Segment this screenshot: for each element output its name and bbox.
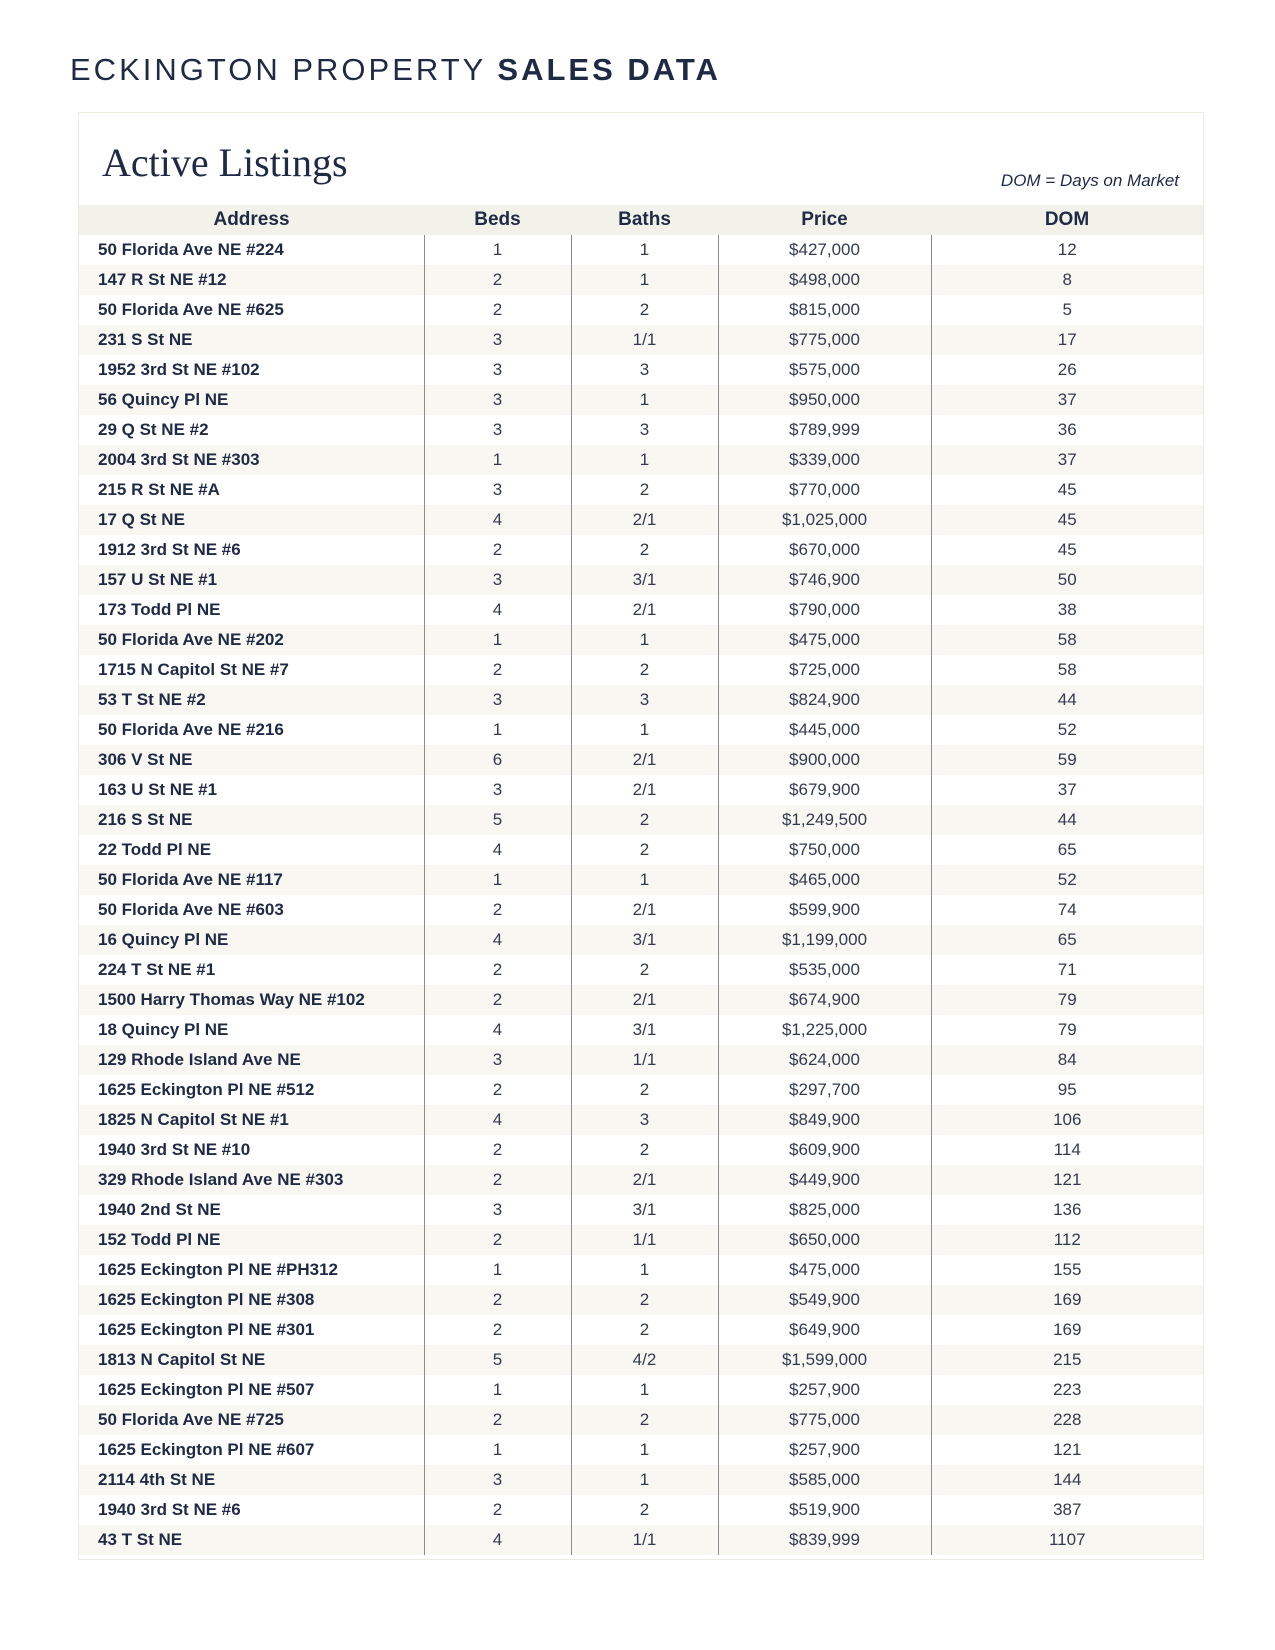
cell-beds: 4 (424, 1015, 571, 1045)
cell-beds: 2 (424, 1075, 571, 1105)
cell-address: 22 Todd Pl NE (79, 835, 424, 865)
cell-baths: 1 (571, 1465, 718, 1495)
cell-price: $650,000 (718, 1225, 931, 1255)
cell-address: 1813 N Capitol St NE (79, 1345, 424, 1375)
cell-address: 50 Florida Ave NE #725 (79, 1405, 424, 1435)
cell-price: $498,000 (718, 265, 931, 295)
table-row (79, 535, 1203, 565)
cell-price: $770,000 (718, 475, 931, 505)
cell-beds: 2 (424, 1135, 571, 1165)
column-header-address: Address (79, 205, 424, 235)
cell-baths: 3/1 (571, 1015, 718, 1045)
cell-dom: 121 (931, 1165, 1203, 1195)
cell-beds: 2 (424, 1285, 571, 1315)
cell-address: 231 S St NE (79, 325, 424, 355)
cell-address: 216 S St NE (79, 805, 424, 835)
table-row (79, 505, 1203, 535)
table-row (79, 595, 1203, 625)
cell-address: 1625 Eckington Pl NE #607 (79, 1435, 424, 1465)
cell-beds: 3 (424, 1045, 571, 1075)
cell-price: $1,199,000 (718, 925, 931, 955)
cell-beds: 2 (424, 1405, 571, 1435)
cell-price: $1,225,000 (718, 1015, 931, 1045)
cell-price: $950,000 (718, 385, 931, 415)
table-row (79, 955, 1203, 985)
cell-beds: 1 (424, 1435, 571, 1465)
cell-baths: 2 (571, 955, 718, 985)
cell-price: $445,000 (718, 715, 931, 745)
page-title (70, 52, 721, 88)
table-row (79, 1345, 1203, 1375)
table-row (79, 475, 1203, 505)
cell-price: $679,900 (718, 775, 931, 805)
cell-baths: 2 (571, 655, 718, 685)
cell-address: 224 T St NE #1 (79, 955, 424, 985)
cell-beds: 5 (424, 1345, 571, 1375)
cell-beds: 1 (424, 1375, 571, 1405)
cell-address: 1625 Eckington Pl NE #507 (79, 1375, 424, 1405)
cell-address: 152 Todd Pl NE (79, 1225, 424, 1255)
table-row (79, 925, 1203, 955)
cell-dom: 26 (1057, 360, 1077, 379)
table-row (79, 1495, 1203, 1525)
page-title-bold: SALES DATA (497, 52, 721, 87)
cell-baths: 3/1 (571, 925, 718, 955)
cell-dom: 106 (931, 1105, 1203, 1135)
cell-dom: 74 (1057, 900, 1077, 919)
table-row (79, 1165, 1203, 1195)
cell-dom: 169 (1053, 1320, 1082, 1339)
cell-beds: 1 (424, 235, 571, 265)
table-row (79, 745, 1203, 775)
table-row (79, 1075, 1203, 1105)
cell-address: 1952 3rd St NE #102 (79, 355, 424, 385)
cell-dom: 58 (1057, 660, 1077, 679)
cell-baths: 2 (571, 1135, 718, 1165)
cell-baths: 2/1 (571, 985, 718, 1015)
cell-price: $549,900 (718, 1285, 931, 1315)
cell-beds: 3 (424, 1465, 571, 1495)
cell-beds: 2 (424, 1495, 571, 1525)
cell-baths: 2 (571, 535, 718, 565)
table-row (79, 1405, 1203, 1435)
cell-dom: 79 (1057, 1020, 1077, 1039)
cell-dom: 8 (931, 265, 1203, 295)
cell-baths: 1 (571, 235, 718, 265)
cell-baths: 2/1 (571, 745, 718, 775)
cell-price: $775,000 (718, 1405, 931, 1435)
cell-beds: 3 (424, 355, 571, 385)
table-row (79, 385, 1203, 415)
table-row (79, 685, 1203, 715)
cell-price: $839,999 (718, 1525, 931, 1555)
table-row (79, 1195, 1203, 1225)
cell-price: $257,900 (718, 1375, 931, 1405)
cell-address: 2004 3rd St NE #303 (79, 445, 424, 475)
cell-baths: 1 (571, 715, 718, 745)
table-row (79, 1435, 1203, 1465)
cell-baths: 1 (571, 1255, 718, 1285)
cell-dom: 223 (1053, 1380, 1082, 1399)
cell-baths: 1 (571, 445, 718, 475)
cell-price: $746,900 (718, 565, 931, 595)
cell-baths: 2 (571, 805, 718, 835)
cell-baths: 2 (571, 475, 718, 505)
cell-dom: 136 (1053, 1200, 1082, 1219)
cell-address: 16 Quincy Pl NE (79, 925, 424, 955)
cell-price: $670,000 (718, 535, 931, 565)
column-header-baths: Baths (571, 205, 718, 235)
cell-baths: 2 (571, 1285, 718, 1315)
cell-dom: 228 (931, 1405, 1203, 1435)
cell-baths: 1/1 (571, 1045, 718, 1075)
cell-price: $465,000 (718, 865, 931, 895)
cell-dom: 58 (931, 625, 1203, 655)
section-title: Active Listings (102, 140, 348, 185)
cell-address: 50 Florida Ave NE #117 (79, 865, 424, 895)
cell-dom: 37 (931, 445, 1203, 475)
cell-address: 18 Quincy Pl NE (79, 1015, 424, 1045)
cell-price: $339,000 (718, 445, 931, 475)
cell-dom: 155 (1053, 1260, 1082, 1279)
cell-baths: 2/1 (571, 895, 718, 925)
table-row (79, 265, 1203, 295)
cell-address: 29 Q St NE #2 (79, 415, 424, 445)
cell-dom: 169 (931, 1285, 1203, 1315)
table-row (79, 625, 1203, 655)
cell-baths: 2 (571, 1075, 718, 1105)
cell-beds: 3 (424, 475, 571, 505)
cell-address: 50 Florida Ave NE #625 (79, 295, 424, 325)
cell-dom: 12 (1057, 240, 1077, 259)
cell-price: $649,900 (718, 1315, 931, 1345)
cell-price: $585,000 (718, 1465, 931, 1495)
cell-beds: 5 (424, 805, 571, 835)
cell-price: $449,900 (718, 1165, 931, 1195)
column-header-price: Price (718, 205, 931, 235)
cell-beds: 1 (424, 1255, 571, 1285)
cell-dom: 65 (931, 925, 1203, 955)
cell-beds: 2 (424, 535, 571, 565)
cell-price: $725,000 (718, 655, 931, 685)
cell-address: 306 V St NE (79, 745, 424, 775)
cell-baths: 1/1 (571, 325, 718, 355)
cell-baths: 2/1 (571, 595, 718, 625)
cell-price: $535,000 (718, 955, 931, 985)
table-row (79, 865, 1203, 895)
cell-address: 173 Todd Pl NE (79, 595, 424, 625)
cell-price: $789,999 (718, 415, 931, 445)
cell-address: 50 Florida Ave NE #202 (79, 625, 424, 655)
cell-address: 1715 N Capitol St NE #7 (79, 655, 424, 685)
cell-beds: 3 (424, 775, 571, 805)
cell-dom: 52 (931, 865, 1203, 895)
cell-beds: 4 (424, 925, 571, 955)
table-row (79, 355, 1203, 385)
cell-price: $1,025,000 (718, 505, 931, 535)
cell-address: 147 R St NE #12 (79, 265, 424, 295)
cell-beds: 3 (424, 415, 571, 445)
cell-beds: 2 (424, 1225, 571, 1255)
cell-baths: 1 (571, 1375, 718, 1405)
table-row (79, 835, 1203, 865)
cell-dom: 95 (1057, 1080, 1077, 1099)
cell-address: 215 R St NE #A (79, 475, 424, 505)
cell-baths: 2/1 (571, 775, 718, 805)
table-row (79, 1315, 1203, 1345)
cell-dom: 45 (931, 505, 1203, 535)
table-row (79, 1225, 1203, 1255)
cell-price: $427,000 (718, 235, 931, 265)
cell-address: 56 Quincy Pl NE (79, 385, 424, 415)
cell-price: $900,000 (718, 745, 931, 775)
cell-dom: 79 (931, 985, 1203, 1015)
table-row (79, 1015, 1203, 1045)
cell-price: $825,000 (718, 1195, 931, 1225)
cell-baths: 1 (571, 625, 718, 655)
cell-beds: 6 (424, 745, 571, 775)
cell-baths: 2/1 (571, 505, 718, 535)
table-row (79, 1525, 1203, 1555)
cell-baths: 3/1 (571, 565, 718, 595)
listings-card (78, 112, 1204, 1560)
table-row (79, 325, 1203, 355)
cell-baths: 2/1 (571, 1165, 718, 1195)
cell-address: 17 Q St NE (79, 505, 424, 535)
cell-beds: 1 (424, 445, 571, 475)
cell-beds: 2 (424, 1165, 571, 1195)
table-row (79, 985, 1203, 1015)
cell-beds: 4 (424, 595, 571, 625)
cell-address: 2114 4th St NE (79, 1465, 424, 1495)
cell-address: 157 U St NE #1 (79, 565, 424, 595)
cell-address: 53 T St NE #2 (79, 685, 424, 715)
cell-price: $824,900 (718, 685, 931, 715)
cell-price: $1,599,000 (718, 1345, 931, 1375)
cell-address: 1625 Eckington Pl NE #301 (79, 1315, 424, 1345)
cell-baths: 2 (571, 1315, 718, 1345)
table-row (79, 1375, 1203, 1405)
cell-address: 1500 Harry Thomas Way NE #102 (79, 985, 424, 1015)
cell-address: 1825 N Capitol St NE #1 (79, 1105, 424, 1135)
cell-price: $599,900 (718, 895, 931, 925)
cell-baths: 1 (571, 265, 718, 295)
cell-beds: 2 (424, 265, 571, 295)
cell-baths: 2 (571, 295, 718, 325)
cell-price: $257,900 (718, 1435, 931, 1465)
column-header-beds: Beds (424, 205, 571, 235)
cell-dom: 5 (1062, 300, 1072, 319)
cell-beds: 4 (424, 1105, 571, 1135)
cell-address: 50 Florida Ave NE #603 (79, 895, 424, 925)
cell-baths: 2 (571, 1495, 718, 1525)
cell-baths: 3 (571, 685, 718, 715)
cell-baths: 1/1 (571, 1525, 718, 1555)
table-row (79, 1285, 1203, 1315)
table-row (79, 775, 1203, 805)
cell-baths: 4/2 (571, 1345, 718, 1375)
table-row (79, 1465, 1203, 1495)
table-row (79, 895, 1203, 925)
cell-beds: 2 (424, 295, 571, 325)
cell-price: $624,000 (718, 1045, 931, 1075)
cell-address: 163 U St NE #1 (79, 775, 424, 805)
cell-price: $849,900 (718, 1105, 931, 1135)
cell-dom: 44 (931, 805, 1203, 835)
cell-dom: 114 (1053, 1140, 1081, 1159)
cell-price: $674,900 (718, 985, 931, 1015)
table-row (79, 1045, 1203, 1075)
cell-address: 1625 Eckington Pl NE #PH312 (79, 1255, 424, 1285)
cell-price: $475,000 (718, 625, 931, 655)
cell-address: 1625 Eckington Pl NE #308 (79, 1285, 424, 1315)
cell-address: 1625 Eckington Pl NE #512 (79, 1075, 424, 1105)
cell-price: $297,700 (718, 1075, 931, 1105)
cell-price: $475,000 (718, 1255, 931, 1285)
cell-beds: 3 (424, 565, 571, 595)
column-header-dom: DOM (931, 205, 1203, 235)
cell-dom: 84 (931, 1045, 1203, 1075)
cell-dom: 71 (1057, 960, 1077, 979)
table-row (79, 1255, 1203, 1285)
cell-dom: 37 (1057, 780, 1077, 799)
cell-dom: 215 (931, 1345, 1203, 1375)
cell-beds: 2 (424, 655, 571, 685)
cell-dom: 44 (931, 685, 1203, 715)
page-title-light: ECKINGTON PROPERTY (70, 52, 486, 87)
cell-address: 50 Florida Ave NE #224 (79, 235, 424, 265)
cell-dom: 121 (1053, 1440, 1082, 1459)
cell-price: $750,000 (718, 835, 931, 865)
cell-address: 1940 3rd St NE #6 (79, 1495, 424, 1525)
cell-dom: 59 (931, 745, 1203, 775)
table-row (79, 805, 1203, 835)
cell-baths: 3 (571, 415, 718, 445)
cell-address: 1940 2nd St NE (79, 1195, 424, 1225)
table-row (79, 565, 1203, 595)
cell-beds: 4 (424, 505, 571, 535)
cell-baths: 1/1 (571, 1225, 718, 1255)
cell-dom: 38 (1057, 600, 1077, 619)
table-header-row (79, 205, 1203, 235)
cell-dom: 37 (931, 385, 1203, 415)
cell-dom: 36 (1057, 420, 1077, 439)
cell-beds: 1 (424, 715, 571, 745)
cell-dom: 112 (931, 1225, 1203, 1255)
cell-price: $815,000 (718, 295, 931, 325)
cell-baths: 2 (571, 835, 718, 865)
dom-legend: DOM = Days on Market (1000, 171, 1179, 190)
table-row (79, 295, 1203, 325)
cell-beds: 4 (424, 835, 571, 865)
cell-dom: 1107 (931, 1525, 1203, 1555)
cell-beds: 3 (424, 685, 571, 715)
cell-beds: 4 (424, 1525, 571, 1555)
cell-address: 1940 3rd St NE #10 (79, 1135, 424, 1165)
cell-price: $609,900 (718, 1135, 931, 1165)
cell-beds: 2 (424, 1315, 571, 1345)
cell-baths: 3/1 (571, 1195, 718, 1225)
table-row (79, 1105, 1203, 1135)
table-body (79, 235, 1203, 1555)
cell-address: 329 Rhode Island Ave NE #303 (79, 1165, 424, 1195)
cell-address: 50 Florida Ave NE #216 (79, 715, 424, 745)
table-row (79, 655, 1203, 685)
cell-baths: 1 (571, 1435, 718, 1465)
cell-baths: 1 (571, 865, 718, 895)
cell-beds: 1 (424, 625, 571, 655)
cell-dom: 387 (1053, 1500, 1082, 1519)
cell-dom: 45 (1057, 480, 1077, 499)
cell-beds: 3 (424, 1195, 571, 1225)
cell-dom: 52 (1057, 720, 1077, 739)
cell-price: $575,000 (718, 355, 931, 385)
cell-dom: 17 (931, 325, 1203, 355)
table-row (79, 715, 1203, 745)
cell-address: 129 Rhode Island Ave NE (79, 1045, 424, 1075)
cell-beds: 2 (424, 955, 571, 985)
cell-price: $1,249,500 (718, 805, 931, 835)
cell-price: $775,000 (718, 325, 931, 355)
table-row (79, 1135, 1203, 1165)
cell-baths: 3 (571, 355, 718, 385)
cell-beds: 2 (424, 985, 571, 1015)
cell-beds: 2 (424, 895, 571, 925)
cell-price: $790,000 (718, 595, 931, 625)
cell-beds: 3 (424, 385, 571, 415)
cell-baths: 2 (571, 1405, 718, 1435)
cell-dom: 65 (1057, 840, 1077, 859)
cell-dom: 144 (931, 1465, 1203, 1495)
cell-baths: 3 (571, 1105, 718, 1135)
cell-dom: 50 (931, 565, 1203, 595)
cell-price: $519,900 (718, 1495, 931, 1525)
cell-baths: 1 (571, 385, 718, 415)
cell-beds: 3 (424, 325, 571, 355)
cell-address: 1912 3rd St NE #6 (79, 535, 424, 565)
cell-dom: 45 (1057, 540, 1077, 559)
cell-beds: 1 (424, 865, 571, 895)
listings-table (79, 205, 1203, 1555)
cell-address: 43 T St NE (79, 1525, 424, 1555)
table-row (79, 445, 1203, 475)
table-row (79, 235, 1203, 265)
table-row (79, 415, 1203, 445)
